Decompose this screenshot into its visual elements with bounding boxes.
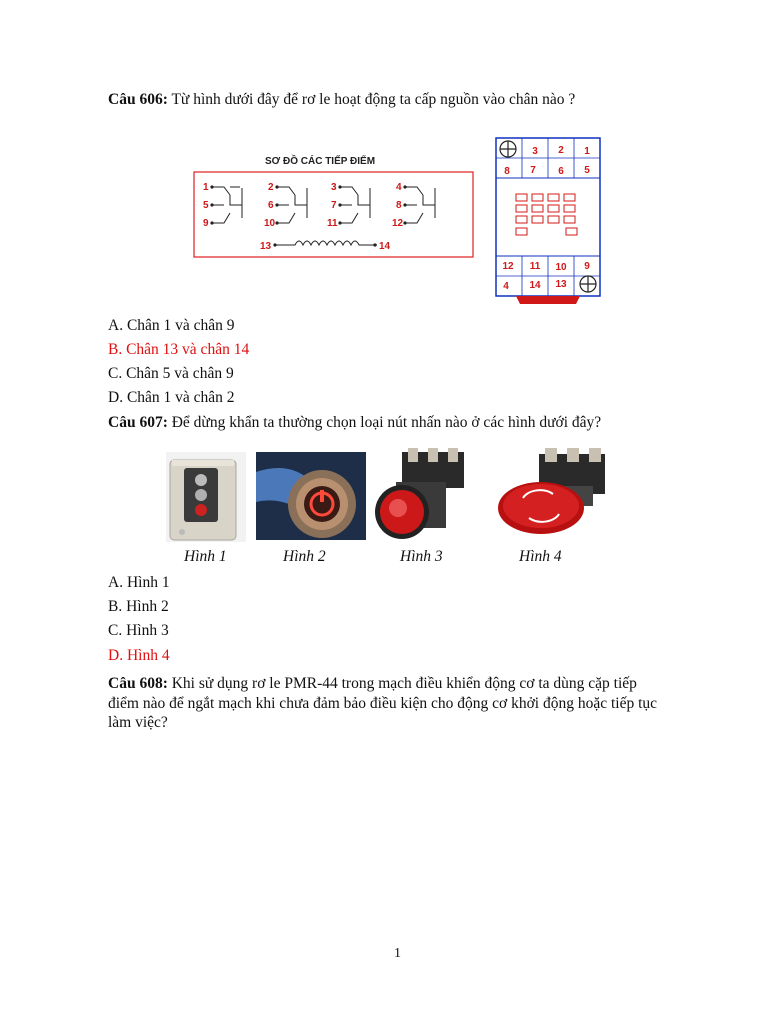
socket-pin: 8 bbox=[504, 166, 510, 177]
question-number: Câu 606: bbox=[108, 91, 168, 108]
socket-pin: 14 bbox=[529, 280, 541, 291]
pin-12: 12 bbox=[392, 218, 404, 229]
question-number: Câu 608: bbox=[108, 675, 168, 692]
socket-pin: 3 bbox=[532, 146, 538, 157]
contact-diagram bbox=[193, 150, 475, 260]
question-608 bbox=[108, 674, 668, 733]
pin-2: 2 bbox=[268, 182, 274, 193]
socket-pin: 10 bbox=[555, 262, 567, 273]
caption-hinh-3: Hình 3 bbox=[400, 548, 443, 565]
socket-pin: 5 bbox=[584, 165, 590, 176]
pin-8: 8 bbox=[396, 200, 402, 211]
page-number: 1 bbox=[394, 946, 401, 961]
screw-icon bbox=[500, 141, 516, 157]
image-hinh-4 bbox=[497, 446, 625, 536]
pin-13: 13 bbox=[260, 241, 272, 252]
image-hinh-3 bbox=[374, 446, 474, 542]
socket-latch bbox=[516, 296, 580, 304]
question-606 bbox=[108, 90, 575, 110]
pin-4: 4 bbox=[396, 182, 402, 193]
option-a[interactable]: A. Chân 1 và chân 9 bbox=[108, 317, 235, 334]
socket-pin: 13 bbox=[555, 279, 567, 290]
pin-7: 7 bbox=[331, 200, 337, 211]
caption-hinh-4: Hình 4 bbox=[519, 548, 562, 565]
option-d[interactable]: D. Chân 1 và chân 2 bbox=[108, 389, 235, 406]
question-607 bbox=[108, 413, 601, 433]
contact-symbols bbox=[212, 187, 435, 245]
pin-9: 9 bbox=[203, 218, 209, 229]
question-number: Câu 607: bbox=[108, 414, 168, 431]
pin-10: 10 bbox=[264, 218, 276, 229]
pin-3: 3 bbox=[331, 182, 337, 193]
socket-pin: 12 bbox=[502, 261, 514, 272]
socket-pin: 9 bbox=[584, 261, 590, 272]
option-c[interactable]: C. Chân 5 và chân 9 bbox=[108, 365, 234, 382]
image-hinh-2 bbox=[256, 452, 366, 540]
question-text: Từ hình dưới đây để rơ le hoạt động ta cấp nguồn vào chân nào ? bbox=[167, 91, 576, 108]
pin-5: 5 bbox=[203, 200, 209, 211]
caption-hinh-1: Hình 1 bbox=[184, 548, 227, 565]
pin-14: 14 bbox=[379, 241, 391, 252]
socket-pin: 11 bbox=[529, 261, 541, 272]
option-b[interactable]: B. Chân 13 và chân 14 bbox=[108, 341, 250, 358]
socket-pin: 6 bbox=[558, 166, 564, 177]
socket-pin: 7 bbox=[530, 165, 536, 176]
question-text: Để dừng khẩn ta thường chọn loại nút nhấn nào ở các hình dưới đây? bbox=[167, 414, 602, 431]
question-text: Khi sử dụng rơ le PMR-44 trong mạch điều khiển động cơ ta dùng cặp tiếp điểm nào để ngắt mạch khi chưa đảm bảo điều kiện cho động cơ khởi động hoặc tiếp tục làm việc? bbox=[108, 675, 658, 731]
diagram-title: SƠ ĐỒ CÁC TIẾP ĐIỂM bbox=[265, 156, 376, 167]
option-c[interactable]: C. Hình 3 bbox=[108, 622, 169, 639]
option-b[interactable]: B. Hình 2 bbox=[108, 598, 169, 615]
image-hinh-1 bbox=[166, 452, 246, 542]
socket-pin: 2 bbox=[558, 145, 564, 156]
socket-pin: 1 bbox=[584, 146, 590, 157]
pin-6: 6 bbox=[268, 200, 274, 211]
socket-pin: 4 bbox=[503, 281, 509, 292]
socket-slots bbox=[516, 194, 577, 235]
caption-hinh-2: Hình 2 bbox=[283, 548, 326, 565]
pin-11: 11 bbox=[327, 218, 338, 229]
option-d[interactable]: D. Hình 4 bbox=[108, 647, 170, 664]
option-a[interactable]: A. Hình 1 bbox=[108, 574, 170, 591]
screw-icon bbox=[580, 276, 596, 292]
pin-1: 1 bbox=[203, 182, 209, 193]
relay-socket-diagram bbox=[494, 136, 604, 306]
